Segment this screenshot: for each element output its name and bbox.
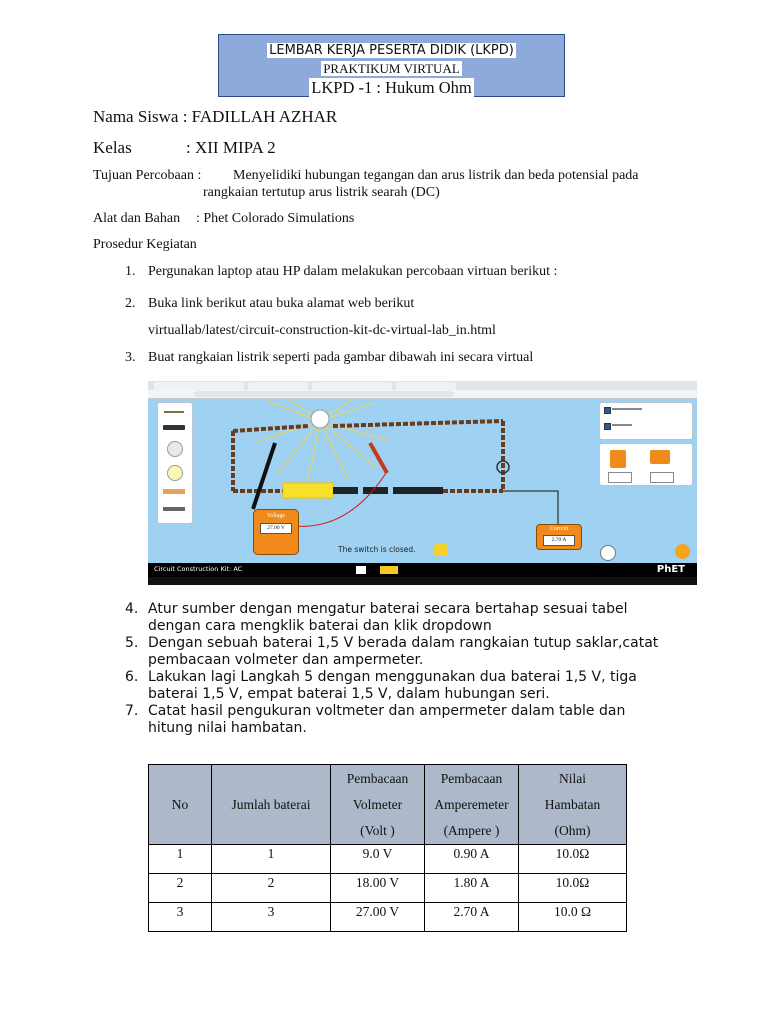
procedure-label: Prosedur Kegiatan (93, 237, 197, 252)
header-voltmeter (331, 765, 425, 845)
step-3-text: Buat rangkaian listrik seperti pada gambar dibawah ini secara virtual (148, 350, 534, 365)
switch-icon (434, 544, 448, 556)
header-ammeter (425, 765, 519, 845)
header-line: Volmeter (352, 796, 403, 812)
class-label: Kelas (93, 138, 132, 157)
step-1-text: Pergunakan laptop atau HP dalam melakukan percobaan virtuan berikut : (148, 264, 558, 279)
tools-label: Alat dan Bahan (93, 211, 181, 226)
table-row (149, 845, 627, 874)
table-header-row (149, 765, 627, 845)
voltmeter (253, 509, 299, 555)
voltmeter-label: Voltage (266, 513, 286, 519)
cell-no: 2 (149, 874, 212, 903)
results-table (148, 764, 627, 932)
header-lkpd-number-text: LKPD -1 : Hukum Ohm (311, 78, 472, 97)
header-line: Jumlah baterai (231, 796, 311, 812)
reset-icon (675, 544, 690, 559)
ammeter-label: Current (549, 526, 569, 532)
header-line: Hambatan (544, 796, 601, 812)
step-6-line-1: Lakukan lagi Langkah 5 dengan menggunakan dua baterai 1,5 V, tiga (148, 669, 637, 685)
switch-status-text: The switch is closed. (338, 545, 416, 554)
cell-voltage: 18.00 V (331, 874, 425, 903)
purpose-text-1: Menyelidiki hubungan tegangan dan arus listrik dan beda potensial pada (233, 168, 639, 183)
ammeter (536, 524, 582, 550)
cell-battery-count: 1 (212, 845, 331, 874)
step-3-number: 3. (125, 350, 136, 365)
header-title (219, 43, 564, 58)
purpose-text-2: rangkaian tertutup arus listrik searah (DC) (203, 185, 440, 200)
class-value: : XII MIPA 2 (186, 138, 276, 157)
cell-current: 1.80 A (425, 874, 519, 903)
sim-navbar (148, 563, 697, 577)
cell-current: 0.90 A (425, 845, 519, 874)
purpose-label: Tujuan Percobaan : (93, 168, 202, 183)
os-taskbar (148, 577, 697, 585)
step-2-number: 2. (125, 296, 136, 311)
lkpd-header-box (218, 34, 565, 97)
header-line: (Volt ) (360, 822, 395, 838)
cell-resistance: 10.0Ω (519, 845, 627, 874)
cell-no: 3 (149, 903, 212, 932)
header-title-text: LEMBAR KERJA PESERTA DIDIK (LKPD) (269, 43, 514, 58)
pause-icon (600, 545, 616, 561)
sim-title: Circuit Construction Kit: AC (154, 565, 243, 573)
step-7-line-2: hitung nilai hambatan. (148, 720, 307, 736)
header-subtitle-text: PRAKTIKUM VIRTUAL (323, 61, 460, 76)
home-icon (356, 566, 366, 574)
student-name: Nama Siswa : FADILLAH AZHAR (93, 107, 338, 126)
header-lkpd-number (219, 78, 564, 98)
step-5-number: 5. (125, 635, 139, 651)
cell-voltage: 9.0 V (331, 845, 425, 874)
step-4-line-1: Atur sumber dengan mengatur baterai secara bertahap sesuai tabel (148, 601, 628, 617)
header-line: (Ohm) (554, 822, 591, 838)
step-6-line-2: baterai 1,5 V, empat baterai 1,5 V, dalam hubungan seri. (148, 686, 550, 702)
step-1-number: 1. (125, 264, 136, 279)
header-line: Amperemeter (434, 796, 509, 812)
header-line: Pembacaan (346, 770, 409, 786)
step-7-number: 7. (125, 703, 139, 719)
phet-logo: PhET (656, 564, 685, 575)
cell-resistance: 10.0 Ω (519, 903, 627, 932)
table-row (149, 874, 627, 903)
header-no (149, 765, 212, 845)
tools-value: : Phet Colorado Simulations (196, 211, 355, 226)
table-row (149, 903, 627, 932)
step-5-line-1: Dengan sebuah baterai 1,5 V berada dalam rangkaian tutup saklar,catat (148, 635, 659, 651)
step-5-line-2: pembacaan volmeter dan ampermeter. (148, 652, 424, 668)
header-line: (Ampere ) (443, 822, 500, 838)
step-2-text: Buka link berikut atau buka alamat web berikut (148, 296, 415, 311)
header-resistance (519, 765, 627, 845)
step-6-number: 6. (125, 669, 139, 685)
cell-current: 2.70 A (425, 903, 519, 932)
step-7-line-1: Catat hasil pengukuran voltmeter dan ampermeter dalam table dan (148, 703, 626, 719)
step-4-line-2: dengan cara mengklik baterai dan klik dropdown (148, 618, 492, 634)
header-line: Pembacaan (440, 770, 503, 786)
cell-battery-count: 3 (212, 903, 331, 932)
cell-resistance: 10.0Ω (519, 874, 627, 903)
cell-no: 1 (149, 845, 212, 874)
header-line: Nilai (559, 770, 586, 786)
step-2-url: virtuallab/latest/circuit-construction-kit-dc-virtual-lab_in.html (148, 323, 496, 338)
header-subtitle (219, 61, 564, 77)
phet-circuit-screenshot (148, 381, 697, 585)
step-4-number: 4. (125, 601, 139, 617)
header-line: No (171, 796, 189, 812)
voltmeter-reading: 27.00 V (260, 523, 292, 534)
header-battery-count (212, 765, 331, 845)
ammeter-reading: 2.70 A (543, 535, 575, 546)
screen-icon (380, 566, 398, 574)
cell-voltage: 27.00 V (331, 903, 425, 932)
cell-battery-count: 2 (212, 874, 331, 903)
